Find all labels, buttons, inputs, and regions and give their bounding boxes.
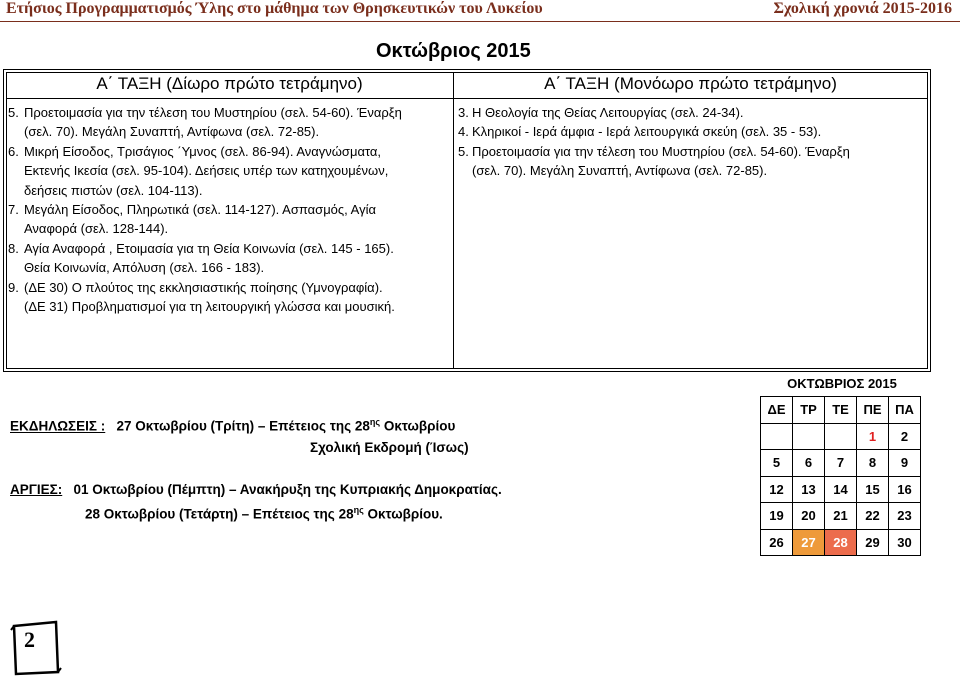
calendar-day-cell: 26 — [761, 529, 793, 556]
left-list-item-line: Θεία Κοινωνία, Απόλυση (σελ. 166 - 183). — [24, 260, 265, 276]
calendar-day-cell: 21 — [825, 503, 857, 530]
school-year-label: Σχολική χρονιά 2015-2016 — [773, 0, 952, 17]
calendar-day-cell: 20 — [793, 503, 825, 530]
calendar-day-cell: 23 — [889, 503, 921, 530]
holidays-line-1 — [10, 479, 540, 500]
left-list-item-line: Μικρή Είσοδος, Τρισάγιος ΄Υμνος (σελ. 86-94). Αναγνώσματα, — [24, 143, 382, 159]
calendar-day-cell — [793, 423, 825, 450]
right-list-item-line: (σελ. 70). Μεγάλη Συναπτή, Αντίφωνα (σελ. 72-85). — [472, 163, 768, 179]
right-syllabus-list — [458, 103, 928, 181]
calendar-day-cell: 5 — [761, 450, 793, 477]
calendar-day-cell: 7 — [825, 450, 857, 477]
left-list-item — [8, 142, 450, 200]
holidays-label: ΑΡΓΙΕΣ: — [10, 481, 63, 497]
events-text-1b: Οκτωβρίου — [380, 418, 456, 434]
calendar-day-cell: 28 — [825, 529, 857, 556]
calendar-title: ΟΚΤΩΒΡΙΟΣ 2015 — [787, 376, 897, 391]
month-title: Οκτώβριος 2015 — [376, 40, 531, 62]
calendar-day-cell — [761, 423, 793, 450]
left-list-item-line: Εκτενής Ικεσία (σελ. 95-104). Δεήσεις υπέρ των κατηχουμένων, — [24, 163, 389, 179]
calendar-day-cell: 15 — [857, 476, 889, 503]
holidays-text-1: 01 Οκτωβρίου (Πέμπτη) – Ανακήρυξη της Κυπριακής Δημοκρατίας. — [73, 481, 502, 497]
events-line-1 — [10, 412, 540, 437]
calendar-day-header: ΠΕ — [857, 397, 889, 424]
left-list-item-number: 7. — [8, 202, 19, 218]
left-list-item-line: Προετοιμασία για την τέλεση του Μυστηρίου (σελ. 54-60). Έναρξη — [24, 105, 402, 120]
calendar-day-cell: 8 — [857, 450, 889, 477]
left-list-item-line: (σελ. 70). Μεγάλη Συναπτή, Αντίφωνα (σελ. 72-85). — [24, 124, 320, 140]
left-list-item-number: 8. — [8, 240, 19, 256]
right-list-item-number: 4. — [458, 124, 469, 140]
left-list-item-line: δεήσεις πιστών (σελ. 104-113). — [24, 182, 203, 198]
right-list-item — [458, 103, 928, 122]
events-label: ΕΚΔΗΛΩΣΕΙΣ : — [10, 418, 106, 434]
left-list-item-number: 5. — [8, 105, 19, 120]
left-list-item — [8, 103, 450, 142]
right-list-item-line: Η Θεολογία της Θείας Λειτουργίας (σελ. 24-34). — [472, 105, 744, 120]
calendar-day-header: ΔΕ — [761, 397, 793, 424]
calendar-day-cell: 1 — [857, 423, 889, 450]
calendar-day-cell: 2 — [889, 423, 921, 450]
left-column-heading: Α΄ ΤΑΞΗ (Δίωρο πρώτο τετράμηνο) — [96, 74, 363, 93]
column-divider — [453, 72, 454, 369]
right-column-heading: Α΄ ΤΑΞΗ (Μονόωρο πρώτο τετράμηνο) — [544, 74, 837, 93]
holidays-line-2 — [10, 500, 540, 525]
left-list-item — [8, 239, 450, 278]
right-list-item-line: Κληρικοί - Ιερά άμφια - Ιερά λειτουργικά σκεύη (σελ. 35 - 53). — [472, 124, 822, 140]
holidays-sup: ης — [353, 504, 364, 515]
right-list-item-line: Προετοιμασία για την τέλεση του Μυστηρίου (σελ. 54-60). Έναρξη — [472, 143, 850, 159]
heading-divider — [6, 98, 928, 99]
calendar-day-cell: 19 — [761, 503, 793, 530]
left-list-item-number: 6. — [8, 143, 19, 159]
calendar-day-cell — [825, 423, 857, 450]
right-list-item — [458, 122, 928, 141]
notes-section — [10, 412, 540, 524]
page-number: 2 — [24, 627, 35, 652]
calendar-day-cell: 29 — [857, 529, 889, 556]
left-list-item — [8, 278, 450, 317]
left-list-item-number: 9. — [8, 279, 19, 295]
header-rule — [0, 21, 960, 22]
events-line-2 — [10, 437, 540, 458]
calendar-day-cell: 14 — [825, 476, 857, 503]
calendar-day-cell: 27 — [793, 529, 825, 556]
left-list-item-line: Μεγάλη Είσοδος, Πληρωτικά (σελ. 114-127). Ασπασμός, Αγία — [24, 202, 377, 218]
calendar-day-header: ΤΡ — [793, 397, 825, 424]
october-calendar — [760, 396, 921, 556]
left-list-item-line: (ΔΕ 31) Προβληματισμοί για τη λειτουργική γλώσσα και μουσική. — [24, 299, 395, 315]
left-syllabus-list — [8, 103, 450, 316]
events-sup: ης — [369, 417, 381, 427]
holidays-text-2: 28 Οκτωβρίου (Τετάρτη) – Επέτειος της 28 — [85, 506, 354, 521]
left-list-item-line: (ΔΕ 30) Ο πλούτος της εκκλησιαστικής ποίησης (Υμνογραφία). — [24, 279, 383, 295]
document-header-title: Ετήσιος Προγραμματισμός Ύλης στο μάθημα των Θρησκευτικών του Λυκείου — [6, 0, 543, 17]
calendar-day-cell: 22 — [857, 503, 889, 530]
right-list-item — [458, 142, 928, 181]
calendar-day-cell: 6 — [793, 450, 825, 477]
calendar-day-header: ΤΕ — [825, 397, 857, 424]
calendar-day-cell: 9 — [889, 450, 921, 477]
calendar-day-header: ΠΑ — [889, 397, 921, 424]
calendar-day-cell: 13 — [793, 476, 825, 503]
events-text-2: Σχολική Εκδρομή (Ίσως) — [310, 439, 469, 455]
right-list-item-number: 5. — [458, 143, 469, 159]
calendar-day-cell: 16 — [889, 476, 921, 503]
left-list-item — [8, 200, 450, 239]
left-list-item-line: Αγία Αναφορά , Ετοιμασία για τη Θεία Κοινωνία (σελ. 145 - 165). — [24, 240, 394, 256]
left-list-item-line: Αναφορά (σελ. 128-144). — [24, 221, 169, 237]
holidays-text-2b: Οκτωβρίου. — [363, 506, 443, 521]
right-list-item-number: 3. — [458, 105, 469, 120]
events-text-1: 27 Οκτωβρίου (Τρίτη) – Επέτειος της 28 — [116, 418, 370, 434]
page-number-frame — [8, 618, 62, 678]
calendar-day-cell: 12 — [761, 476, 793, 503]
calendar-day-cell: 30 — [889, 529, 921, 556]
